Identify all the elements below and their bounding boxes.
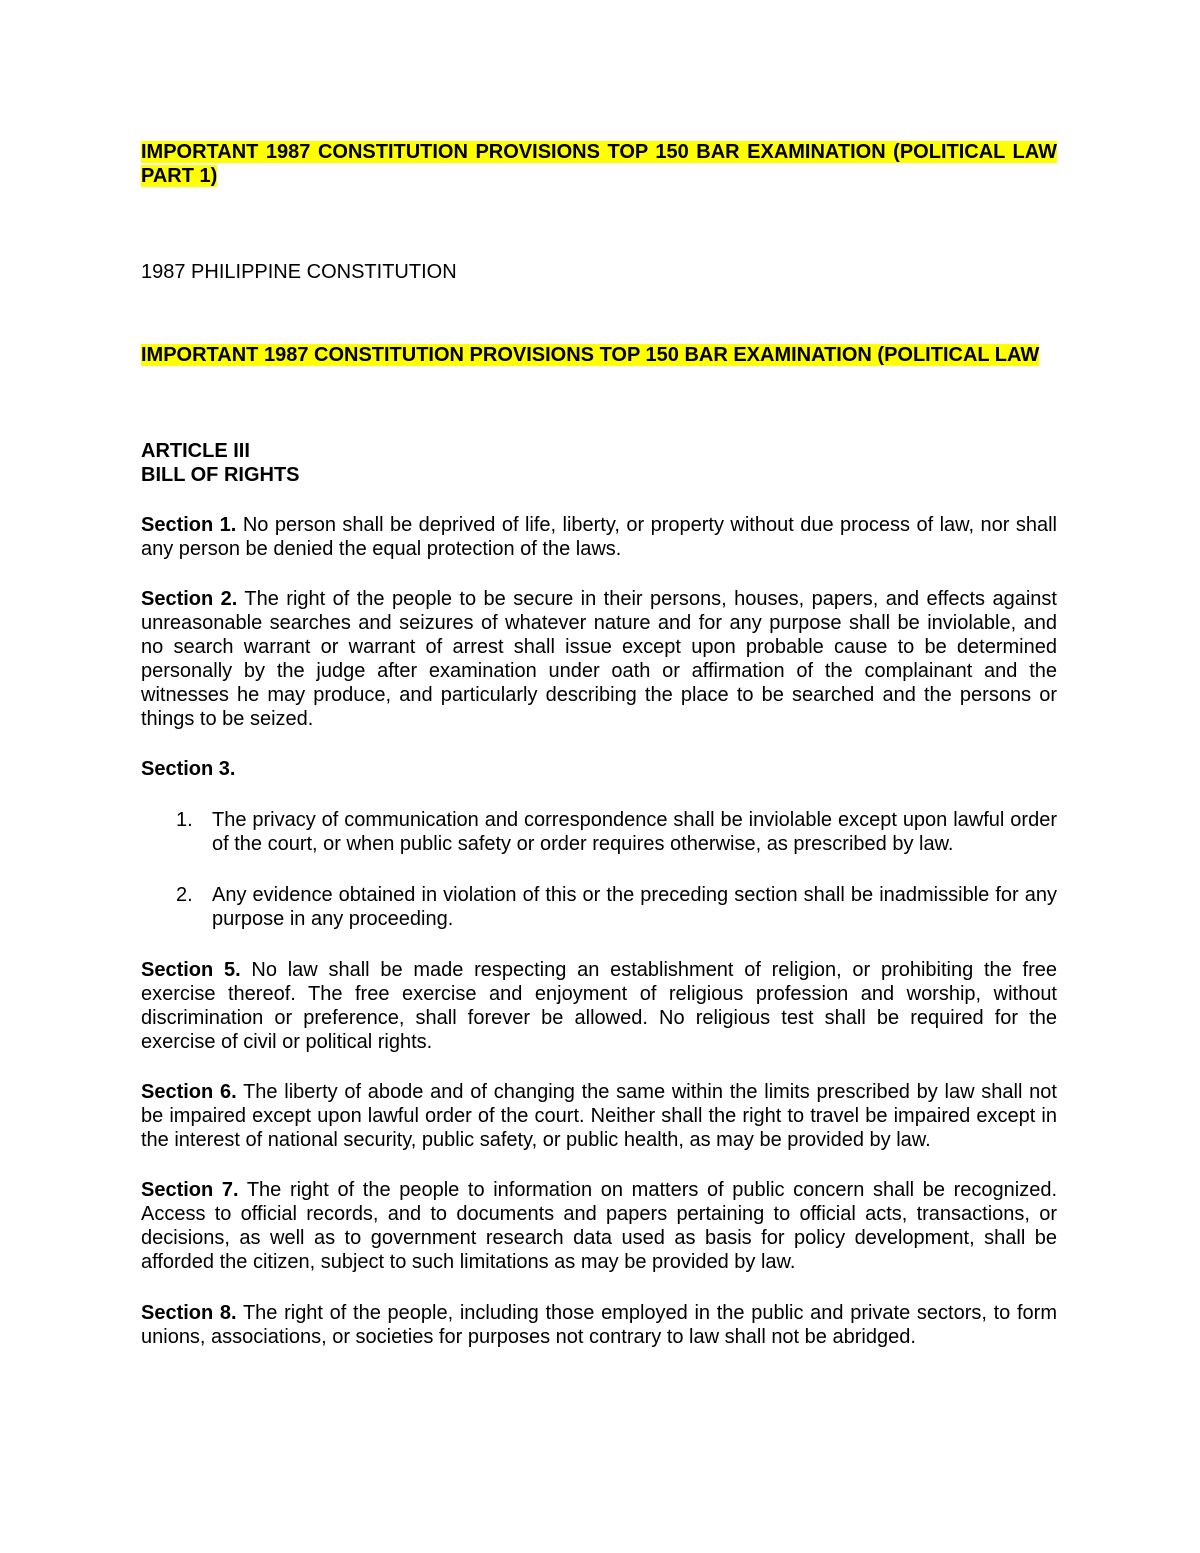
section-7-label: Section 7. bbox=[141, 1179, 239, 1201]
article-number: ARTICLE III bbox=[141, 440, 250, 462]
section-3 bbox=[141, 757, 1057, 781]
section-1-label: Section 1. bbox=[141, 514, 237, 536]
section-8-text: The right of the people, including those employed in the public and private sectors, to form unions, associations, or societies for purposes not contrary to law shall not be abridged. bbox=[141, 1302, 1057, 1348]
section-6-label: Section 6. bbox=[141, 1081, 237, 1103]
highlighted-heading-1: IMPORTANT 1987 CONSTITUTION PROVISIONS TOP 150 BAR EXAMINATION (POLITICAL LAW PART 1) bbox=[141, 141, 1057, 187]
document-heading-1 bbox=[141, 140, 1057, 188]
section-1 bbox=[141, 513, 1057, 561]
section-8 bbox=[141, 1301, 1057, 1349]
list-item bbox=[141, 883, 1057, 931]
section-3-label: Section 3. bbox=[141, 758, 236, 780]
section-5-label: Section 5. bbox=[141, 959, 241, 981]
list-item-text: The privacy of communication and correspondence shall be inviolable except upon lawful order of the court, or when public safety or order requires otherwise, as prescribed by law. bbox=[212, 809, 1057, 855]
article-title: BILL OF RIGHTS bbox=[141, 464, 300, 486]
section-2-text: The right of the people to be secure in their persons, houses, papers, and effects against unreasonable searches and seizures of whatever nature and for any purpose shall be inviolable, and no search warrant or warrant of arrest shall issue except upon probable cause to be determined personally by the judge after examination under oath or affirmation of the complainant and the witnesses he may produce, and particularly describing the place to be searched and the persons or things to be seized. bbox=[141, 588, 1057, 730]
section-3-list bbox=[141, 808, 1057, 931]
section-7-text: The right of the people to information on matters of public concern shall be recognized. Access to official records, and to documents and papers pertaining to official acts, transactions, or decisions, as well as to government research data used as basis for policy development, shall be afforded the citizen, subject to such limitations as may be provided by law. bbox=[141, 1179, 1058, 1273]
section-1-text: No person shall be deprived of life, liberty, or property without due process of law, nor shall any person be denied the equal protection of the laws. bbox=[141, 514, 1057, 560]
section-5-text: No law shall be made respecting an establishment of religion, or prohibiting the free exercise thereof. The free exercise and enjoyment of religious profession and worship, without discrimination or preference, shall forever be allowed. No religious test shall be required for the exercise of civil or political rights. bbox=[141, 959, 1057, 1053]
highlighted-heading-2: IMPORTANT 1987 CONSTITUTION PROVISIONS TOP 150 BAR EXAMINATION (POLITICAL LAW bbox=[141, 344, 1040, 366]
list-item-number: 2. bbox=[176, 884, 193, 906]
section-8-label: Section 8. bbox=[141, 1302, 237, 1324]
section-2-label: Section 2. bbox=[141, 588, 238, 610]
document-page bbox=[141, 140, 1057, 1349]
document-subtitle: 1987 PHILIPPINE CONSTITUTION bbox=[141, 261, 457, 283]
document-heading-2 bbox=[141, 343, 1057, 367]
list-item-number: 1. bbox=[176, 809, 193, 831]
list-item-text: Any evidence obtained in violation of this or the preceding section shall be inadmissible for any purpose in any proceeding. bbox=[212, 884, 1057, 930]
section-7 bbox=[141, 1178, 1057, 1274]
section-2 bbox=[141, 587, 1057, 731]
list-item bbox=[141, 808, 1057, 856]
section-6 bbox=[141, 1080, 1057, 1152]
section-5 bbox=[141, 958, 1057, 1054]
section-6-text: The liberty of abode and of changing the same within the limits prescribed by law shall not be impaired except upon lawful order of the court. Neither shall the right to travel be impaired except in the interest of national security, public safety, or public health, as may be provided by law. bbox=[141, 1081, 1057, 1151]
